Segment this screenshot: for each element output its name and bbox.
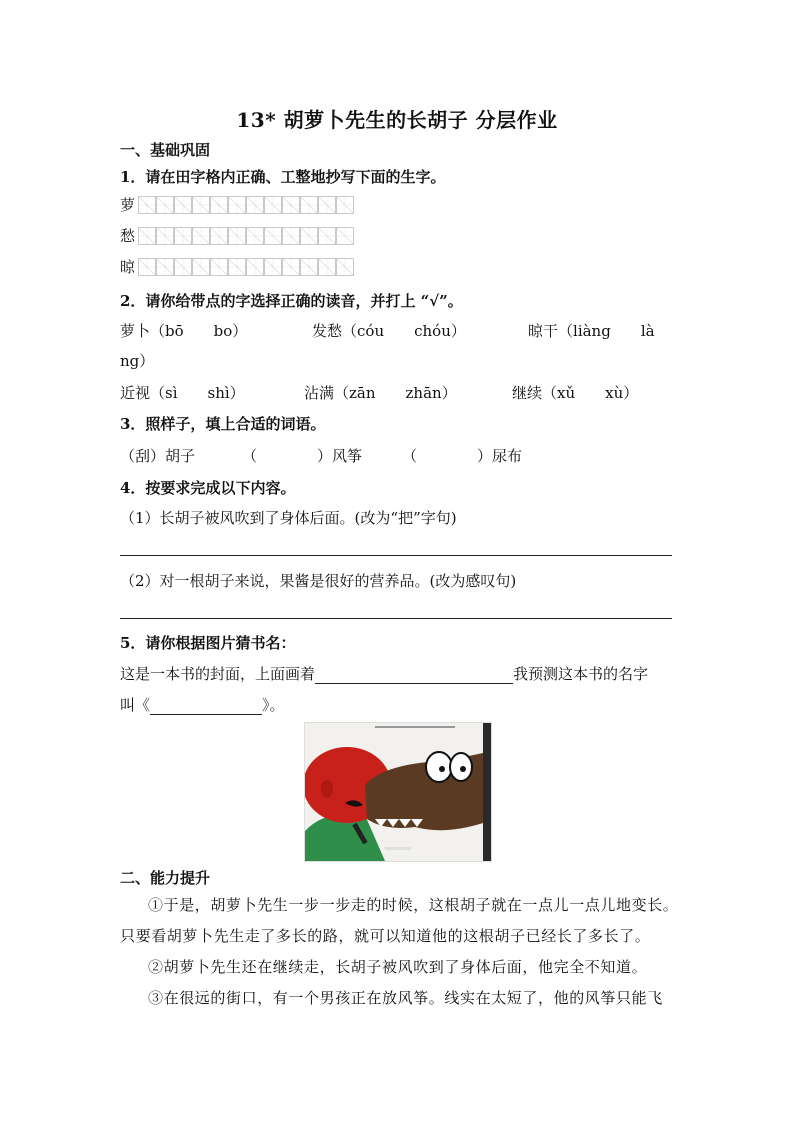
choice-word: 萝卜 [120, 322, 151, 340]
page-title: 13* 胡萝卜先生的长胡子 分层作业 [236, 108, 558, 132]
choice-options[interactable]: （xǔ xù） [542, 384, 639, 402]
choice-options[interactable]: （liàng là [558, 322, 655, 340]
question-1: 1．请在田字格内正确、工整地抄写下面的生字。 [120, 168, 446, 186]
passage-paragraph-2: ②胡萝卜先生还在继续走，长胡子被风吹到了身体后面，他完全不知道。 [148, 958, 648, 976]
writing-grid-row-1 [120, 194, 360, 216]
choice-word: 发愁 [312, 322, 343, 340]
passage-paragraph-1-cont: 只要看胡萝卜先生走了多长的路，就可以知道他的这根胡子已经长了多长了。 [120, 927, 651, 945]
blank-book-title[interactable] [150, 696, 262, 715]
grid-char-label: 萝 [120, 196, 136, 214]
choice-word: 晾干 [528, 322, 559, 340]
fill-item: （刮）胡子 [120, 447, 196, 465]
fill-item[interactable]: （ ）风筝 [242, 447, 363, 465]
pinyin-choice [528, 320, 655, 341]
question-2: 2．请你给带点的字选择正确的读音，并打上 “√”。 [120, 292, 463, 310]
pinyin-choice [120, 382, 245, 403]
tianzige-grid[interactable] [138, 227, 354, 245]
tianzige-grid[interactable] [138, 196, 354, 214]
grid-char-label: 晾 [120, 258, 136, 276]
pinyin-choice [512, 382, 638, 403]
book-cover-image [304, 722, 492, 862]
guess-line-2: 叫《 》。 [120, 696, 285, 714]
guess-line-1: 这是一本书的封面，上面画着 我预测这本书的名字 [120, 665, 649, 683]
section-heading-advanced: 二、能力提升 [120, 869, 211, 887]
question-3: 3．照样子，填上合适的词语。 [120, 415, 326, 433]
choice-options[interactable]: （sì shì） [150, 384, 245, 402]
pinyin-choice [304, 382, 457, 403]
section-heading-basic: 一、基础巩固 [120, 141, 211, 159]
choice-options[interactable]: （zān zhān） [334, 384, 457, 402]
answer-line-1[interactable] [120, 555, 672, 556]
sentence-1: （1）长胡子被风吹到了身体后面。(改为“把”字句) [120, 509, 457, 527]
writing-grid-row-3 [120, 256, 360, 278]
tianzige-grid[interactable] [138, 258, 354, 276]
cover-illustration [305, 723, 491, 861]
choice-word: 近视 [120, 384, 151, 402]
passage-paragraph-3: ③在很远的街口，有一个男孩正在放风筝。线实在太短了，他的风筝只能飞 [148, 989, 663, 1007]
blank-description[interactable] [315, 665, 513, 684]
pinyin-choice [120, 320, 247, 341]
passage-paragraph-1: ①于是，胡萝卜先生一步一步走的时候，这根胡子就在一点儿一点儿地变长。 [148, 896, 679, 914]
grid-char-label: 愁 [120, 227, 136, 245]
choice-word: 沾满 [304, 384, 335, 402]
choice-options[interactable]: （bō bo） [150, 322, 248, 340]
answer-line-2[interactable] [120, 618, 672, 619]
choice-options[interactable]: （cóu chóu） [342, 322, 466, 340]
sentence-2: （2）对一根胡子来说，果酱是很好的营养品。(改为感叹句) [120, 572, 517, 590]
pinyin-choice-wrap: ng） [120, 352, 155, 370]
question-5: 5．请你根据图片猜书名： [120, 634, 296, 652]
question-4: 4．按要求完成以下内容。 [120, 479, 296, 497]
writing-grid-row-2 [120, 225, 360, 247]
choice-word: 继续 [512, 384, 543, 402]
pinyin-choice [312, 320, 466, 341]
fill-item[interactable]: （ ）尿布 [402, 447, 523, 465]
